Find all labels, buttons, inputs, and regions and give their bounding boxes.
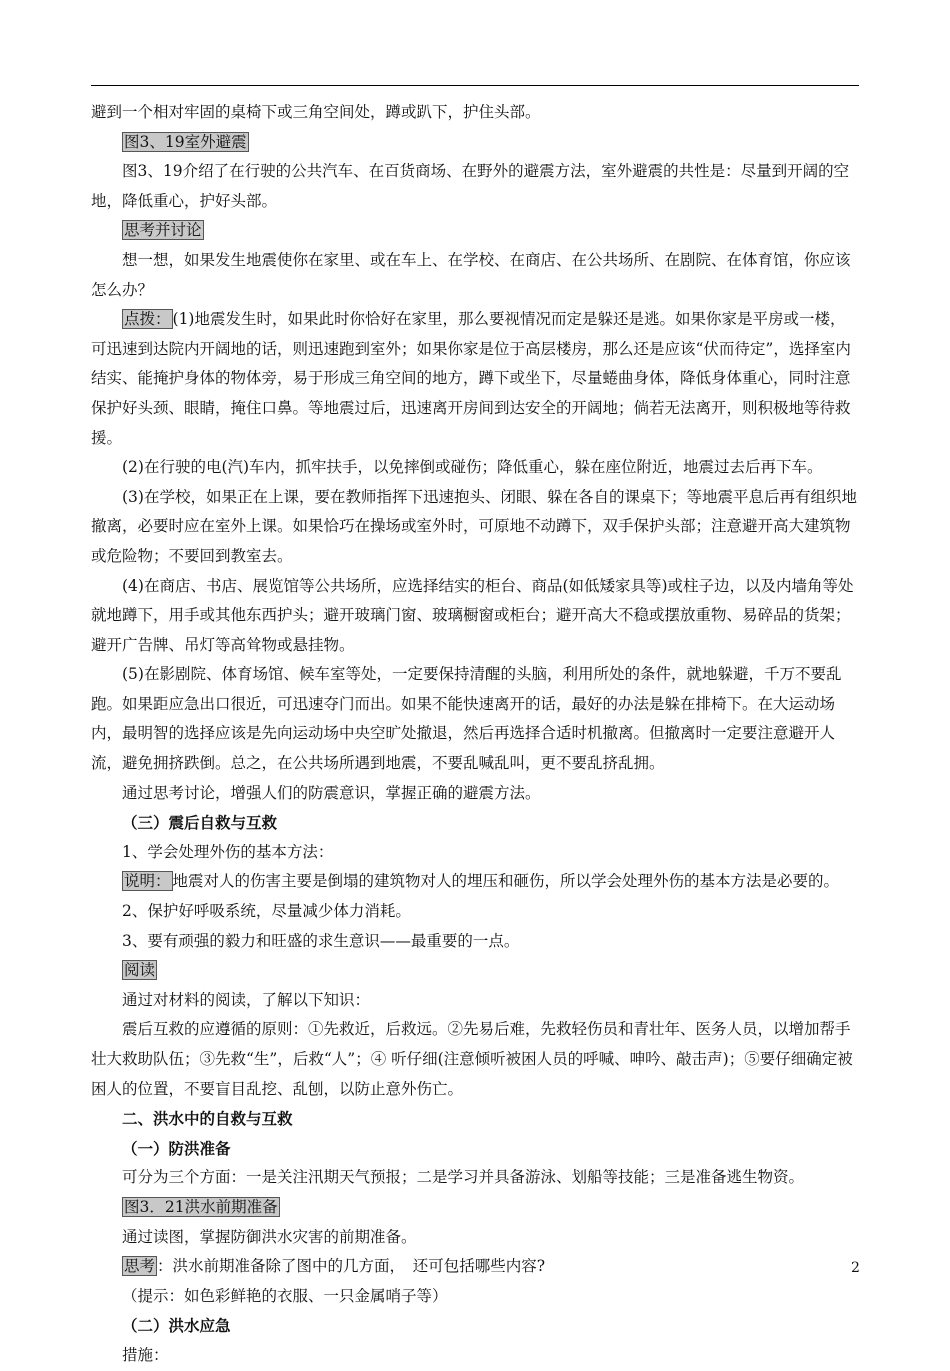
hint-label: 点拨： [124, 310, 171, 329]
paragraph: 可分为三个方面：一是关注汛期天气预报；二是学习并具备游泳、划船等技能；三是准备逃生物资。 [122, 1168, 805, 1187]
section-heading: （三）震后自救与互救 [122, 813, 278, 833]
paragraph: 想一想，如果发生地震使你在家里、或在车上、在学校、在商店、在公共场所、在剧院、在体育馆，你应该怎么办？ [91, 250, 851, 299]
figure-label: 图3、19室外避震 [124, 132, 247, 151]
paragraph: 2、保护好呼吸系统，尽量减少体力消耗。 [122, 902, 411, 921]
paragraph: （提示：如色彩鲜艳的衣服、一只金属哨子等） [122, 1286, 448, 1305]
paragraph: 避到一个相对牢固的桌椅下或三角空间处，蹲或趴下，护住头部。 [91, 103, 541, 121]
paragraph: (2)在行驶的电(汽)车内，抓牢扶手，以免摔倒或碰伤；降低重心，躲在座位附近，地震过去后再下车。 [122, 458, 823, 477]
subsection-heading: （二）洪水应急 [122, 1316, 231, 1336]
paragraph-text: (1)地震发生时，如果此时你恰好在家里，那么要视情况而定是躲还是逃。如果你家是平房或一楼，可迅速到达院内开阔地的话，则迅速跑到室外；如果你家是位于高层楼房，那么还是应该“伏而待定”，选择室内结实、能掩护身体的物体旁，易于形成三角空间的地方，蹲下或坐下，尽量蜷曲身体，降低身体重心，同时注意保护好头颈、眼睛，掩住口鼻。等地震过后，迅速离开房间到达安全的开阔地；倘若无法离开，则积极地等待救援。 [91, 310, 851, 447]
paragraph [91, 305, 859, 453]
paragraph [91, 1252, 859, 1282]
paragraph-text: 地震对人的伤害主要是倒塌的建筑物对人的埋压和砸伤，所以学会处理外伤的基本方法是必要的。 [172, 872, 840, 891]
header-rule [91, 85, 859, 86]
paragraph: 通过对材料的阅读，了解以下知识： [122, 990, 371, 1009]
subsection-heading: （一）防洪准备 [122, 1138, 231, 1158]
paragraph: 震后互救的应遵循的原则：①先救近，后救远。②先易后难，先救轻伤员和青壮年、医务人员，以增加帮手壮大救助队伍；③先救“生”，后救“人”；④ 听仔细(注意倾听被困人员的呼喊、呻吟、敲击声)；⑤要仔细确定被困人的位置，不要盲目乱挖、乱刨，以防止意外伤亡。 [91, 1020, 853, 1098]
paragraph: 图3、19介绍了在行驶的公共汽车、在百货商场、在野外的避震方法，室外避震的共性是：尽量到开阔的空地，降低重心，护好头部。 [91, 162, 850, 210]
ponder-label: 思考 [124, 1257, 156, 1276]
page-number: 2 [851, 1260, 860, 1276]
page-content [91, 98, 859, 1371]
figure-label: 图3．21洪水前期准备 [124, 1197, 278, 1216]
section-label: 思考并讨论 [124, 221, 202, 240]
paragraph-text: ：洪水前期准备除了图中的几方面， 还可包括哪些内容? [157, 1257, 546, 1276]
paragraph: 通过读图，掌握防御洪水灾害的前期准备。 [122, 1227, 417, 1246]
paragraph: 通过思考讨论，增强人们的防震意识，掌握正确的避震方法。 [122, 783, 541, 802]
paragraph: (4)在商店、书店、展览馆等公共场所，应选择结实的柜台、商品(如低矮家具等)或柱子边，以及内墙角等处就地蹲下，用手或其他东西护头；避开玻璃门窗、玻璃橱窗或柜台；避开高大不稳或摆放重物、易碎品的货架；避开广告牌、吊灯等高耸物或悬挂物。 [91, 576, 854, 654]
section-heading: 二、洪水中的自救与互救 [122, 1109, 293, 1129]
paragraph: (5)在影剧院、体育场馆、候车室等处，一定要保持清醒的头脑，利用所处的条件，就地躲避，千万不要乱跑。如果距应急出口很近，可迅速夺门而出。如果不能快速离开的话，最好的办法是躲在排椅下。在大运动场内，最明智的选择应该是先向运动场中央空旷处撤退，然后再选择合适时机撤离。但撤离时一定要注意避开人流，避免拥挤跌倒。总之，在公共场所遇到地震，不要乱喊乱叫，更不要乱挤乱拥。 [91, 665, 842, 773]
paragraph [91, 867, 859, 897]
paragraph: (3)在学校，如果正在上课，要在教师指挥下迅速抱头、闭眼、躲在各自的课桌下；等地震平息后再有组织地撤离，必要时应在室外上课。如果恰巧在操场或室外时，可原地不动蹲下，双手保护头部；注意避开高大建筑物或危险物；不要回到教室去。 [91, 487, 857, 565]
explain-label: 说明： [124, 872, 171, 891]
paragraph: 1、学会处理外伤的基本方法： [122, 842, 334, 861]
paragraph: 3、要有顽强的毅力和旺盛的求生意识——最重要的一点。 [122, 931, 520, 950]
read-label: 阅读 [124, 961, 156, 980]
paragraph: 措施： [122, 1345, 169, 1364]
